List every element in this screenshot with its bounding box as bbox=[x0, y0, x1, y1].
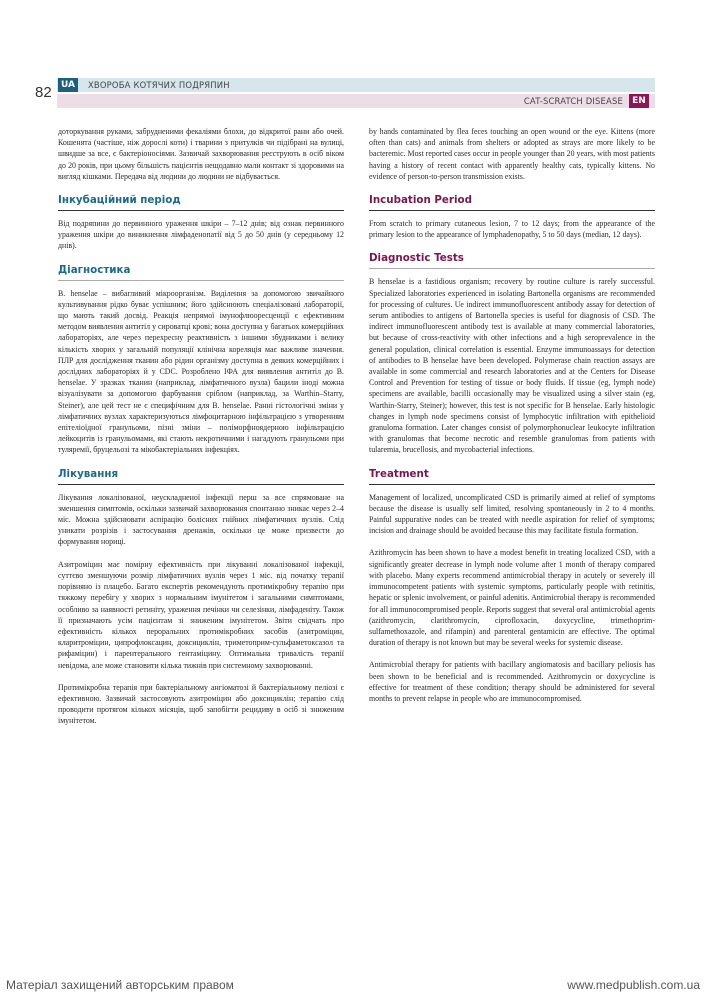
en-treatment-paragraph: Antimicrobial therapy for patients with bacillary angiomatosis and bacillary peliosis has been shown to be beneficial and is recommended. Azithromycin or doxycycline is effective for treatment of these condition; therapy should be administered for several months to prevent relapse in people who are immunocompromised. bbox=[369, 660, 655, 703]
en-incubation-text: From scratch to primary cutaneous lesion, 7 to 12 days; from the appearance of the primary lesion to the appearance of lymphadenopathy, 5 to 50 days (median, 12 days). bbox=[369, 219, 655, 240]
en-treatment-paragraph: Azithromycin has been shown to have a modest benefit in treating localized CSD, with a significantly greater decrease in lymph node volume after 1 month of therapy compared with placebo. Many experts recommend antimicrobial therapy in acutely or severely ill immunocompetent patients with systemic symptoms, particularly people with retinitis, hepatic or splenic involvement, or painful adenitis. Antimicrobial therapy is recommended for all immunocompromised people. Reports suggest that several oral antimicrobial agents (azithromycin, clarithromycin, ciprofloxacin, doxycycline, trimethoprim-sulfamethoxazole, and rifampin) and parenteral gentamicin are effective. The optimal duration of therapy is not known but may be several weeks for systemic disease. bbox=[369, 548, 655, 648]
english-column bbox=[369, 126, 655, 704]
en-treatment-paragraph: Management of localized, uncomplicated CSD is primarily aimed at relief of symptoms because the disease is usually self limited, resolving spontaneously in 2 to 4 months. Painful suppurative nodes can be treated with needle aspiration for relief of symptoms; incision and drainage should be avoided because this may facilitate fistula formation. bbox=[369, 492, 655, 536]
ua-diagnostics-heading: Діагностика bbox=[58, 264, 344, 281]
en-language-tag: EN bbox=[629, 94, 649, 108]
page-number: 82 bbox=[35, 84, 52, 101]
publisher-website-link[interactable]: www.medpublish.com.ua bbox=[567, 978, 700, 992]
ua-treatment-heading: Лікування bbox=[58, 468, 344, 485]
ua-incubation-text: Від подряпини до первинного ураження шкіри – 7–12 днів; від ознак первинного ураження шкіри до виникнення лімфаденопатії від 5 до 50 днів (у середньому 12 днів). bbox=[58, 219, 344, 251]
ukrainian-column bbox=[58, 126, 344, 727]
ua-treatment-paragraph: Азитроміцин має помірну ефективність при лікуванні локалізованої інфекції, суттєво зменшуючи розмір лімфатичних вузлів через 1 міс. від початку терапії порівняно із плацебо. Багато експертів рекомендують протимікробну терапію при тяжкому перебігу у хворих з нормальним імунітетом і загальними симптомами, особливо за наявності ретиніту, ураження печінки чи селезінки, лімфаденіту. Також її призначають усім пацієнтам зі зниженим імунітетом. Звіти свідчать про ефективність кількох пероральних протимікробних засобів (азитроміцин, кларитроміцин, ципрофлоксацин, доксициклін, триметоприм-сульфаметоксазол та рифаміцин) і парентерального гентаміцину. Оптимальна тривалість терапії невідома, але може становити кілька тижнів при системному захворюванні. bbox=[58, 559, 344, 670]
copyright-notice: Матеріал захищений авторським правом bbox=[6, 978, 234, 992]
ua-language-tag: UA bbox=[58, 78, 78, 92]
ua-running-title: ХВОРОБА КОТЯЧИХ ПОДРЯПИН bbox=[88, 80, 230, 90]
ua-intro-paragraph: доторкування руками, забрудненими фекаліями блохи, до відкритої рани або очей. Кошенята (частіше, ніж дорослі коти) і тварини з притулків чи підібрані на вулиці, швидше за все, є бактеріоносіями. Зазвичай захворювання реєструють в осіб віком до 20 років, при цьому більшість пацієнтів нещодавно мали контакт зі здоровими на вигляд кішками. Передача від людини до людини не відбувається. bbox=[58, 127, 344, 181]
ua-treatment-paragraph: Лікування локалізованої, неускладненої інфекції перш за все спрямоване на зменшення симптомів, оскільки зазвичай захворювання спонтанно зникає через 2–4 міс. Можна здійснювати аспірацію болісних гнійних лімфатичних вузлів. Слід уникати розрізів і застосування дренажів, оскільки це може призвести до формування нориці. bbox=[58, 492, 344, 547]
en-intro-paragraph: by hands contaminated by flea feces touching an open wound or the eye. Kittens (more often than cats) and animals from shelters or adopted as strays are more likely to be bacteremic. Most reported cases occur in people younger than 20 years, with most patients having a history of recent contact with apparently healthy cats, typically kittens. No evidence of person-to-person transmission exists. bbox=[369, 127, 655, 181]
ua-diagnostics-text: B. henselae – вибагливий мікроорганізм. Виділення за допомогою звичайного культивування рідко буває успішним; його здійснюють спеціалізовані лабораторії, що мають такий досвід. Реакція непрямої імунофлюоресценції є ефективним методом виявлення антитіл у сироватці крові; вона доступна у багатьох комерційних лабораторіях, але через перехресну реактивність з іншими збудниками і велику кількість хворих у загальній популяції клінічна кореляція має важливе значення. ПЛР для дослідження тканин або рідин організму доступна в деяких комерційних і дослідних лабораторіях й у CDC. Розроблено ІФА для виявлення антитіл до B. henselae. У зразках тканин (наприклад, лімфатичного вузла) бацили іноді можна візуалізувати за допомогою фарбування сріблом (наприклад, за Warthin–Starry, Steiner), але цей тест не є специфічним для B. henselae. Ранні гістологічні зміни у лімфатичних вузлах характеризуються лімфоцитарною інфільтрацією з утворенням епітеліоїдної гранульоми, пізні зміни – поліморфноядерною інфільтрацією лейкоцитів із гранульомами, які стають некротичними і нагадують гранульоми при туляремії, бруцельозі та мікобактеріальних інфекціях. bbox=[58, 288, 344, 455]
en-incubation-heading: Incubation Period bbox=[369, 194, 655, 211]
en-diagnostics-heading: Diagnostic Tests bbox=[369, 252, 655, 269]
ua-incubation-heading: Інкубаційний період bbox=[58, 194, 344, 211]
en-running-title: CAT-SCRATCH DISEASE bbox=[523, 96, 623, 106]
ua-treatment-paragraph: Протимікробна терапія при бактеріальному ангіоматозі й бактеріальному пеліозі є ефективною. Зазвичай застосовують азитроміцин або доксициклін; терапію слід проводити протягом кількох місяців, щоб запобігти рецидиву в осіб зі зниженим імунітетом. bbox=[58, 682, 344, 726]
en-treatment-heading: Treatment bbox=[369, 468, 655, 485]
en-diagnostics-text: B henselae is a fastidious organism; recovery by routine culture is rarely successful. Specialized laboratories experienced in isolating Bartonella organisms are recommended for processing of cultures. Ue indirect immunofluorescent antibody assay for detection of serum antibodies to antigens of Bartonella species is useful for diagnosis of CSD. The indirect immunofluorescent antibody test is available at many commercial laboratories, but because of cross-reactivity with other infections and a high seroprevalence in the general population, clinical correlation is essential. Enzyme immunoassays for detection of antibodies to B henselae have been developed. Polymerase chain reaction assays are available in some commercial and research laboratories and at the Centers for Disease Control and Prevention for testing of tissue or body fluids. If tissue (eg, lymph node) specimens are available, bacilli occasionally may be visualized using a silver stain (eg, Warthin-Starry, Steiner); however, this test is not specific for B henselae. Early histologic changes in lymph node specimens consist of lymphocytic infiltration with epithelioid granuloma formation. Later changes consist of polymorphonuclear leukocyte infiltration with granulomas that become necrotic and resemble granulomas from patients with tularemia, brucellosis, and mycobacterial infections. bbox=[369, 277, 655, 455]
